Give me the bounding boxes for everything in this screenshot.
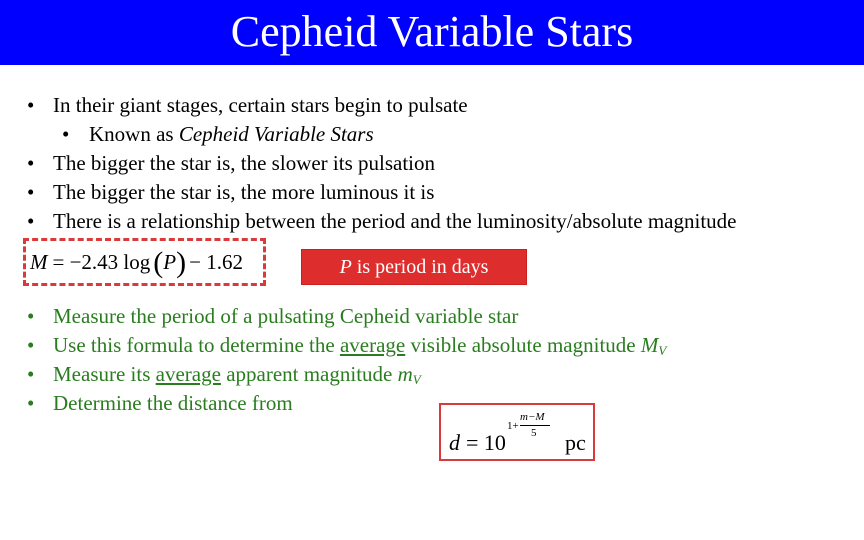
distance-exp-numerator: m−M xyxy=(520,411,545,423)
bullet-dot: • xyxy=(62,122,70,146)
distance-unit: pc xyxy=(565,430,586,455)
formula-constant: − 1.62 xyxy=(189,249,243,274)
bullet-dot: • xyxy=(27,180,35,204)
bullet-3: The bigger the star is, the more luminous it is xyxy=(53,180,435,204)
bullet-dot: • xyxy=(27,304,35,328)
distance-exp-one: 1+ xyxy=(507,420,519,432)
step-3-var: m xyxy=(397,362,413,386)
formula-var-P: P xyxy=(163,249,177,274)
formula-coef-log: = −2.43 log xyxy=(52,249,151,274)
step-3-underlined: average xyxy=(155,362,221,386)
step-2-post: visible absolute magnitude xyxy=(405,333,641,357)
distance-formula xyxy=(439,403,595,461)
bullet-dot: • xyxy=(27,391,35,415)
step-3-post: apparent magnitude xyxy=(220,362,398,386)
distance-exp-denominator: 5 xyxy=(531,427,537,439)
period-note-var: P xyxy=(339,255,352,278)
bullet-1-sub-emph: Cepheid Variable Stars xyxy=(178,122,374,146)
formula-paren-close: ) xyxy=(176,246,187,279)
step-2 xyxy=(53,333,666,363)
bullet-dot: • xyxy=(27,362,35,386)
step-3 xyxy=(53,362,421,392)
bullet-4: There is a relationship between the period and the luminosity/absolute magnitude xyxy=(53,209,737,233)
bullet-1-sub-prefix: Known as xyxy=(89,122,179,146)
formula-paren-open: ( xyxy=(153,246,164,279)
step-1: Measure the period of a pulsating Cepheid variable star xyxy=(53,304,519,328)
distance-base: = 10 xyxy=(466,430,506,455)
step-3-pre: Measure its xyxy=(53,362,156,386)
bullet-1: In their giant stages, certain stars begin to pulsate xyxy=(53,93,468,117)
slide-title: Cepheid Variable Stars xyxy=(230,6,634,56)
bullet-dot: • xyxy=(27,93,35,117)
step-4: Determine the distance from xyxy=(53,391,293,415)
period-note-text: is period in days xyxy=(351,255,489,278)
step-2-var: M xyxy=(640,333,659,357)
distance-var-d: d xyxy=(449,430,460,455)
step-3-sub: V xyxy=(412,372,421,387)
bullet-dot: • xyxy=(27,333,35,357)
formula-var-M: M xyxy=(30,249,48,274)
distance-exp-fraction-bar xyxy=(520,425,550,426)
bullet-dot: • xyxy=(27,209,35,233)
step-2-sub: V xyxy=(658,343,667,358)
step-2-underlined: average xyxy=(339,333,406,357)
bullet-dot: • xyxy=(27,151,35,175)
step-2-pre: Use this formula to determine the xyxy=(53,333,340,357)
bullet-2: The bigger the star is, the slower its pulsation xyxy=(53,151,436,175)
